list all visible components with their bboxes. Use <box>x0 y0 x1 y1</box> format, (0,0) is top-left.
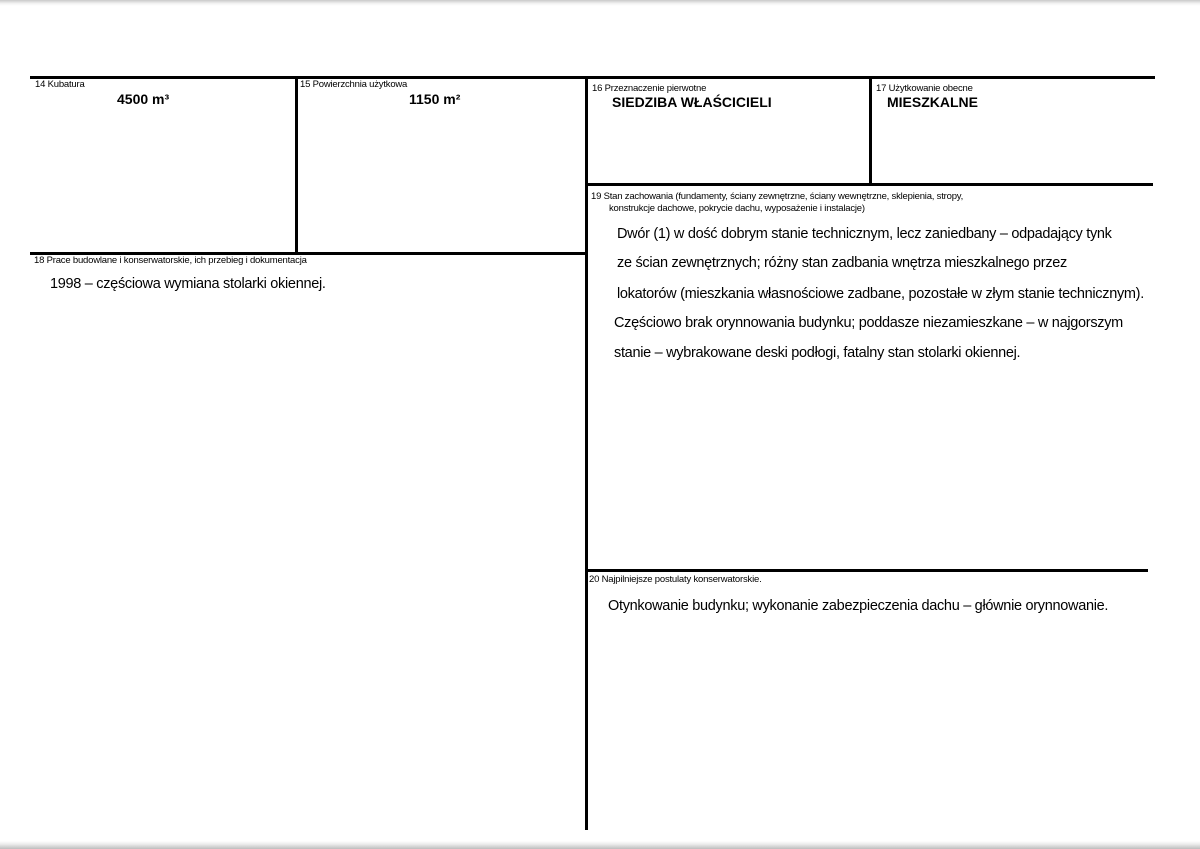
divider-16-17 <box>869 76 872 184</box>
top-rule <box>30 76 1155 79</box>
rule-above-20 <box>585 569 1148 572</box>
field-19-label: 19 Stan zachowania (fundamenty, ściany zewnętrzne, ściany wewnętrzne, sklepienia, stropy, <box>591 191 964 202</box>
field-19-label-cont: konstrukcje dachowe, pokrycie dachu, wyposażenie i instalacje) <box>609 203 865 214</box>
field-19-line-1: Dwór (1) w dość dobrym stanie technicznym, lecz zaniedbany – odpadający tynk <box>617 226 1112 242</box>
scan-edge-top <box>0 0 1200 6</box>
field-19-line-4: Częściowo brak orynnowania budynku; poddasze niezamieszkane – w najgorszym <box>614 315 1123 331</box>
field-18-label: 18 Prace budowlane i konserwatorskie, ich przebieg i dokumentacja <box>34 255 307 266</box>
divider-14-15 <box>295 76 298 254</box>
field-14-label: 14 Kubatura <box>35 79 85 90</box>
scan-edge-bottom <box>0 841 1200 849</box>
field-16-label: 16 Przeznaczenie pierwotne <box>592 83 707 94</box>
field-19-line-3: lokatorów (mieszkania własnościowe zadbane, pozostałe w złym stanie technicznym). <box>617 286 1144 302</box>
field-19-line-2: ze ścian zewnętrznych; różny stan zadbania wnętrza mieszkalnego przez <box>617 255 1067 271</box>
field-20-value: Otynkowanie budynku; wykonanie zabezpieczenia dachu – głównie orynnowanie. <box>608 598 1109 614</box>
field-18-value: 1998 – częściowa wymiana stolarki okiennej. <box>50 276 326 292</box>
divider-15-16 <box>585 76 588 830</box>
field-15-value: 1150 m² <box>409 91 461 107</box>
field-16-value: SIEDZIBA WŁAŚCICIELI <box>612 94 772 110</box>
field-17-value: MIESZKALNE <box>887 94 978 110</box>
field-14-value: 4500 m³ <box>117 91 170 107</box>
rule-above-19 <box>585 183 1153 186</box>
field-17-label: 17 Użytkowanie obecne <box>876 83 973 94</box>
field-15-label: 15 Powierzchnia użytkowa <box>300 79 408 90</box>
field-20-label: 20 Najpilniejsze postulaty konserwatorskie. <box>589 574 762 585</box>
field-19-line-5: stanie – wybrakowane deski podłogi, fatalny stan stolarki okiennej. <box>614 345 1021 361</box>
